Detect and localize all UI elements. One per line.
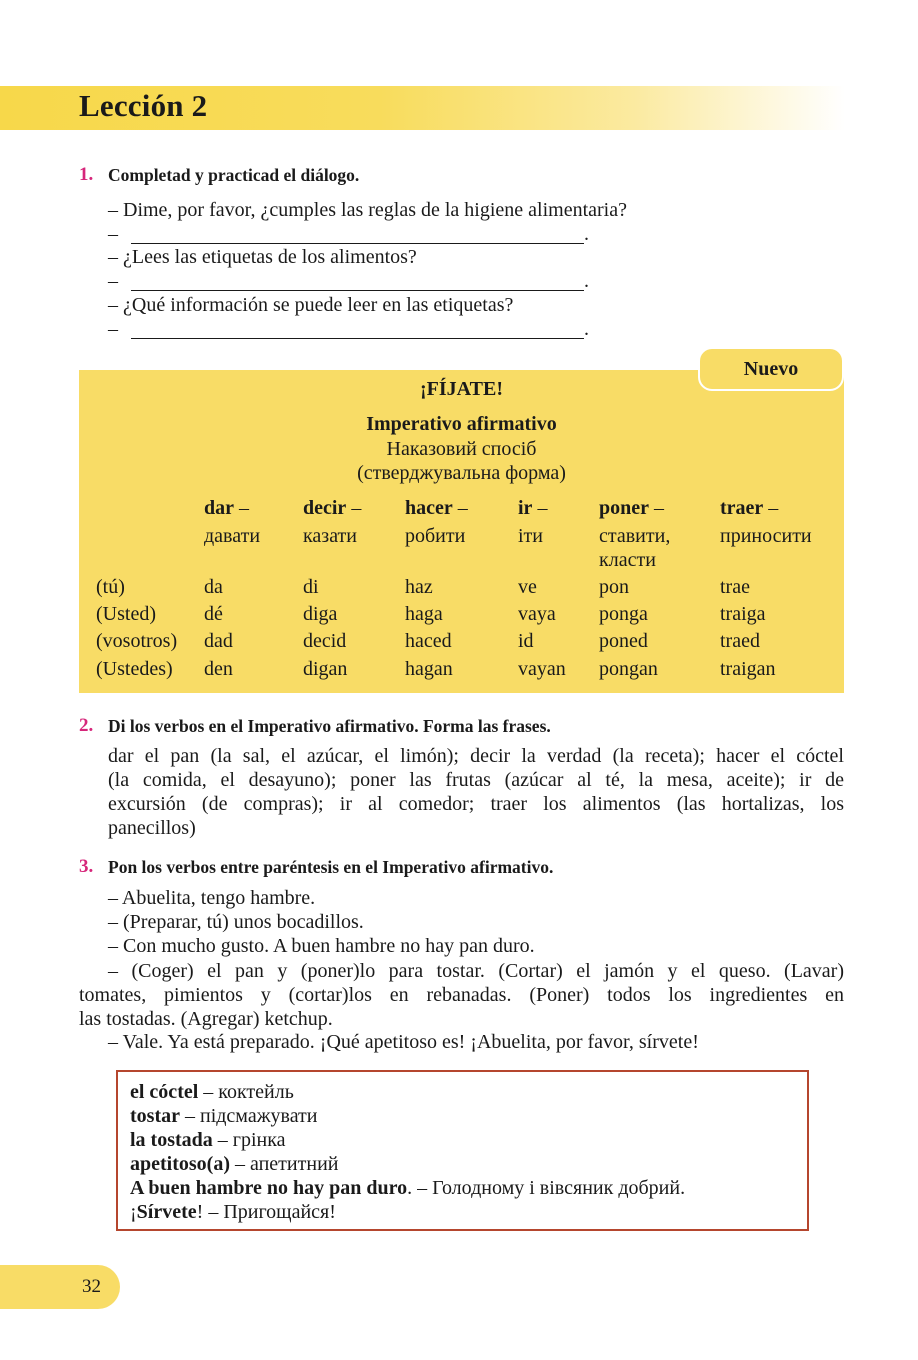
grammar-topic-ua: Наказовий спосіб — [386, 438, 537, 460]
form-cell: traed — [720, 630, 760, 652]
vocab-item: apetitoso(a) – апетитний — [130, 1153, 339, 1175]
form-cell: traigan — [720, 658, 776, 680]
form-cell: dé — [204, 603, 223, 625]
dialogue-line: – Con mucho gusto. A buen hambre no hay pan duro. — [108, 935, 535, 957]
form-cell: pon — [599, 576, 629, 598]
translation-poner-2: класти — [599, 549, 656, 571]
vocab-item: el cóctel – коктейль — [130, 1081, 294, 1103]
lesson-title: Lección 2 — [79, 88, 208, 123]
blank-answer-1[interactable] — [108, 223, 589, 246]
period: . — [584, 318, 589, 340]
form-cell: da — [204, 576, 223, 598]
exercise-3-paragraph — [79, 959, 844, 1031]
answer-rule — [131, 243, 584, 244]
dialogue-line: – Abuelita, tengo hambre. — [108, 887, 316, 909]
form-cell: id — [518, 630, 534, 652]
verb-hacer: hacer – — [405, 497, 468, 519]
text-line: panecillos) — [108, 817, 196, 839]
period: . — [584, 270, 589, 292]
vocab-item: ¡Sírvete! – Пригощайся! — [130, 1201, 336, 1223]
form-cell: poned — [599, 630, 648, 652]
vocab-item: A buen hambre no hay pan duro. – Голодному і вівсяник добрий. — [130, 1177, 686, 1199]
text-line: excursión (de compras); ir al comedor; traer los alimentos (las hortalizas, los — [108, 793, 844, 815]
dialogue-line-1: – Dime, por favor, ¿cumples las reglas de la higiene alimentaria? — [108, 199, 627, 221]
verb-traer: traer – — [720, 497, 779, 519]
translation-dar: давати — [204, 525, 261, 547]
nuevo-tab: Nuevo — [698, 347, 844, 391]
text-line: (la comida, el desayuno); poner las frutas (azúcar al té, la mesa, aceite); ir de — [108, 769, 844, 791]
vocab-item: tostar – підсмажувати — [130, 1105, 318, 1127]
form-cell: decid — [303, 630, 347, 652]
form-cell: hagan — [405, 658, 453, 680]
dash: – — [108, 223, 118, 245]
vocab-item: la tostada – грінка — [130, 1129, 286, 1151]
grammar-topic: Imperativo afirmativo — [366, 413, 557, 435]
exercise-2-text — [108, 744, 844, 840]
translation-decir: казати — [303, 525, 357, 547]
translation-traer: приносити — [720, 525, 812, 547]
form-cell: dad — [204, 630, 233, 652]
form-cell: di — [303, 576, 319, 598]
text-line: – (Coger) el pan y (poner)lo para tostar. (Cortar) el jamón y el queso. (Lavar) — [108, 960, 844, 982]
person-usted: (Usted) — [96, 603, 156, 625]
exercise-2-instruction: Di los verbos en el Imperativo afirmativo. Forma las frases. — [108, 716, 551, 736]
exercise-3-instruction: Pon los verbos entre paréntesis en el Imperativo afirmativo. — [108, 857, 554, 877]
person-tu: (tú) — [96, 576, 125, 598]
answer-rule — [131, 290, 584, 291]
exercise-1-number: 1. — [79, 164, 94, 185]
form-cell: trae — [720, 576, 750, 598]
page-number-tab — [0, 1265, 120, 1309]
exercise-2-number: 2. — [79, 715, 94, 736]
dialogue-line: – (Preparar, tú) unos bocadillos. — [108, 911, 364, 933]
translation-hacer: робити — [405, 525, 466, 547]
form-cell: ponga — [599, 603, 648, 625]
page-number: 32 — [82, 1276, 101, 1297]
form-cell: haced — [405, 630, 452, 652]
blank-answer-2[interactable] — [108, 270, 589, 293]
dialogue-line-3: – ¿Qué información se puede leer en las etiquetas? — [108, 294, 514, 316]
form-cell: pongan — [599, 658, 658, 680]
verb-decir: decir – — [303, 497, 362, 519]
form-cell: digan — [303, 658, 348, 680]
exercise-1-instruction: Completad y practicad el diálogo. — [108, 165, 360, 185]
person-ustedes: (Ustedes) — [96, 658, 173, 680]
form-cell: vayan — [518, 658, 566, 680]
form-cell: diga — [303, 603, 338, 625]
form-cell: traiga — [720, 603, 766, 625]
exercise-3-number: 3. — [79, 856, 94, 877]
form-cell: haz — [405, 576, 433, 598]
person-vosotros: (vosotros) — [96, 630, 178, 652]
dialogue-line-2: – ¿Lees las etiquetas de los alimentos? — [108, 246, 417, 268]
grammar-topic-ua-form: (стверджувальна форма) — [357, 462, 566, 484]
verb-dar: dar – — [204, 497, 249, 519]
grammar-heading: ¡FÍJATE! — [420, 378, 503, 400]
blank-answer-3[interactable] — [108, 318, 589, 341]
form-cell: vaya — [518, 603, 556, 625]
verb-ir: ir – — [518, 497, 548, 519]
vocabulary-box — [116, 1070, 809, 1231]
verb-poner: poner – — [599, 497, 664, 519]
translation-ir: іти — [518, 525, 543, 547]
dialogue-line: – Vale. Ya está preparado. ¡Qué apetitoso es! ¡Abuelita, por favor, sírvete! — [108, 1031, 699, 1053]
dash: – — [108, 270, 118, 292]
text-line: las tostadas. (Agregar) ketchup. — [79, 1008, 333, 1030]
dash: – — [108, 318, 118, 340]
form-cell: haga — [405, 603, 443, 625]
translation-poner: ставити, — [599, 525, 671, 547]
answer-rule — [131, 338, 584, 339]
form-cell: ve — [518, 576, 537, 598]
text-line: tomates, pimientos y (cortar)los en rebanadas. (Poner) todos los ingredientes en — [79, 984, 844, 1006]
form-cell: den — [204, 658, 233, 680]
period: . — [584, 223, 589, 245]
text-line: dar el pan (la sal, el azúcar, el limón); decir la verdad (la receta); hacer el cóctel — [108, 745, 844, 767]
